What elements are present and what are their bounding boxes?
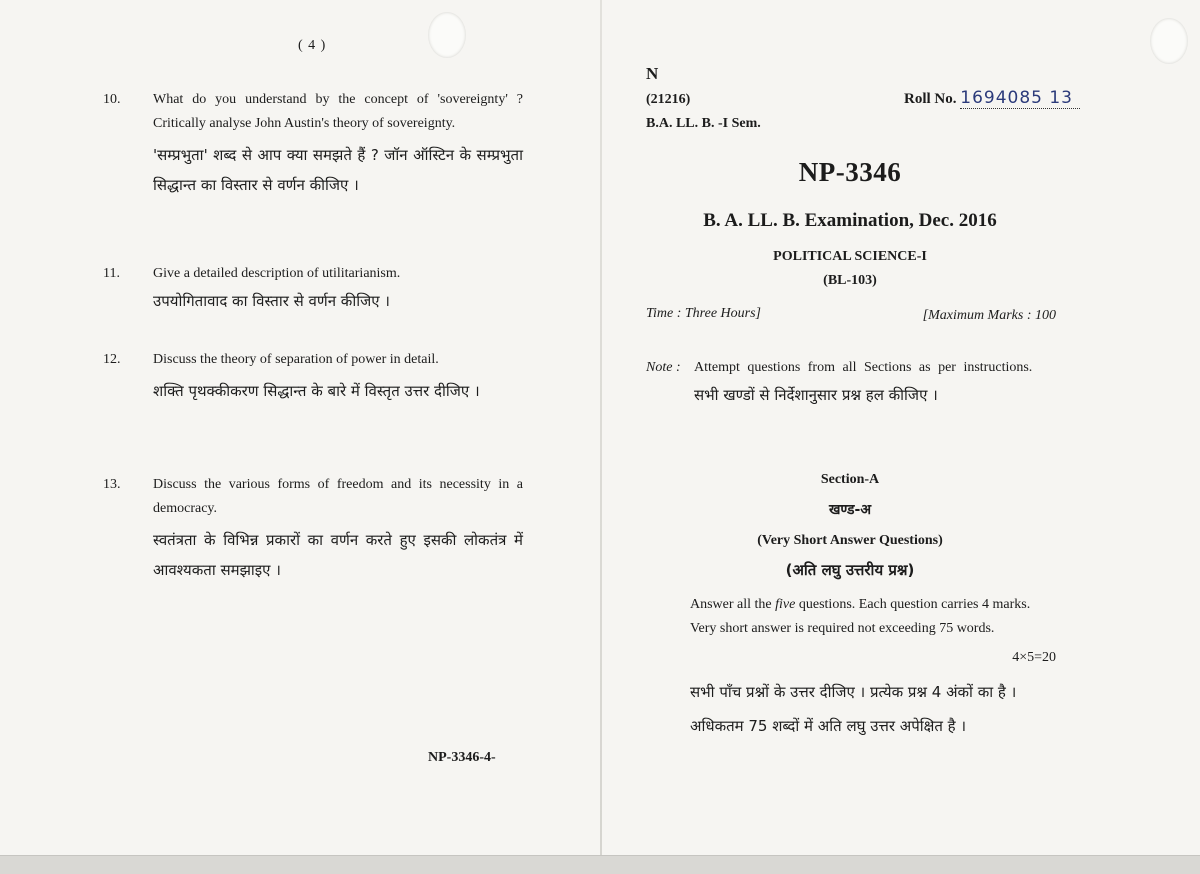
question-text-hi: 'सम्प्रभुता' शब्द से आप क्या समझते हैं ? जॉन ऑस्टिन के सम्प्रभुता सिद्धान्त का विस्तार से वर्णन कीजिए । [153,146,523,194]
exam-title: B. A. LL. B. Examination, Dec. 2016 [703,210,997,231]
subject-code: (BL-103) [823,273,877,288]
section-instructions-hi: सभी पाँच प्रश्नों के उत्तर दीजिए । प्रत्येक प्रश्न 4 अंकों का है । अधिकतम 75 शब्दों में अति लघु उत्तर अपेक्षित है । [690,683,1017,735]
max-marks: [Maximum Marks : 100 [922,308,1056,323]
footer-code-left: NP-3346-4- [428,750,496,765]
question-text-hi: उपयोगितावाद का विस्तार से वर्णन कीजिए । [153,292,390,310]
note-text-en: Attempt questions from all Sections as per instructions. [694,360,1033,375]
punch-hole [1150,18,1188,64]
question-text-hi: शक्ति पृथक्कीकरण सिद्धान्त के बारे में विस्तृत उत्तर दीजिए । [153,382,480,400]
question-text-en: Give a detailed description of utilitarianism. [153,266,401,281]
exam-code: (21216) [646,92,691,107]
punch-hole [428,12,466,58]
section-heading: Section-A [820,472,880,487]
course-line: B.A. LL. B. -I Sem. [646,116,761,131]
roll-value: 1694085 13 [960,88,1080,109]
question-11: 11. Give a detailed description of utilitarianism. उपयोगितावाद का विस्तार से वर्णन कीजिए । [103,262,523,316]
page-fold [600,0,602,855]
question-text-en: What do you understand by the concept of 'sovereignty' ? Critically analyse John Austin's theory of sovereignty. [153,92,523,131]
question-10: 10. What do you understand by the concept of 'sovereignty' ? Critically analyse John Austin's theory of sovereignty. 'सम्प्रभुता' शब्द से आप क्या समझते हैं ? जॉन ऑस्टिन के सम्प्रभुता सिद्धान्त का विस्तार से वर्णन कीजिए । [103,88,523,200]
section-type: (Very Short Answer Questions) [757,533,943,548]
marks-distribution: 4×5=20 [1012,650,1056,665]
question-13: 13. Discuss the various forms of freedom and its necessity in a democracy. स्वतंत्रता के विभिन्न प्रकारों का वर्णन करते हुए इसकी लोकतंत्र में आवश्यकता समझाइए । [103,473,523,585]
page-number-left: ( 4 ) [298,38,327,53]
section-instructions: Answer all the five questions. Each question carries 4 marks. Very short answer is required not exceeding 75 words. [690,597,1031,636]
subject: POLITICAL SCIENCE-I [773,249,927,264]
section-heading-hi: खण्ड-अ [828,502,872,518]
note-label: Note : [646,360,681,375]
time-allowed: Time : Three Hours] [646,306,761,321]
series-letter: N [646,64,659,83]
paper-code: NP-3346 [798,157,902,187]
scan-bottom-edge [0,855,1200,874]
question-text-en: Discuss the theory of separation of power in detail. [153,352,439,367]
note [646,356,1056,410]
roll-label: Roll No. [904,91,957,107]
roll-number [904,88,1080,109]
note-text-hi: सभी खण्डों से निर्देशानुसार प्रश्न हल कीजिए । [694,386,938,404]
question-12: 12. Discuss the theory of separation of power in detail. शक्ति पृथक्कीकरण सिद्धान्त के बारे में विस्तृत उत्तर दीजिए । [103,348,523,406]
question-text-hi: स्वतंत्रता के विभिन्न प्रकारों का वर्णन करते हुए इसकी लोकतंत्र में आवश्यकता समझाइए । [153,531,523,579]
section-type-hi: (अति लघु उत्तरीय प्रश्न) [785,561,915,579]
question-text-en: Discuss the various forms of freedom and its necessity in a democracy. [153,477,523,516]
